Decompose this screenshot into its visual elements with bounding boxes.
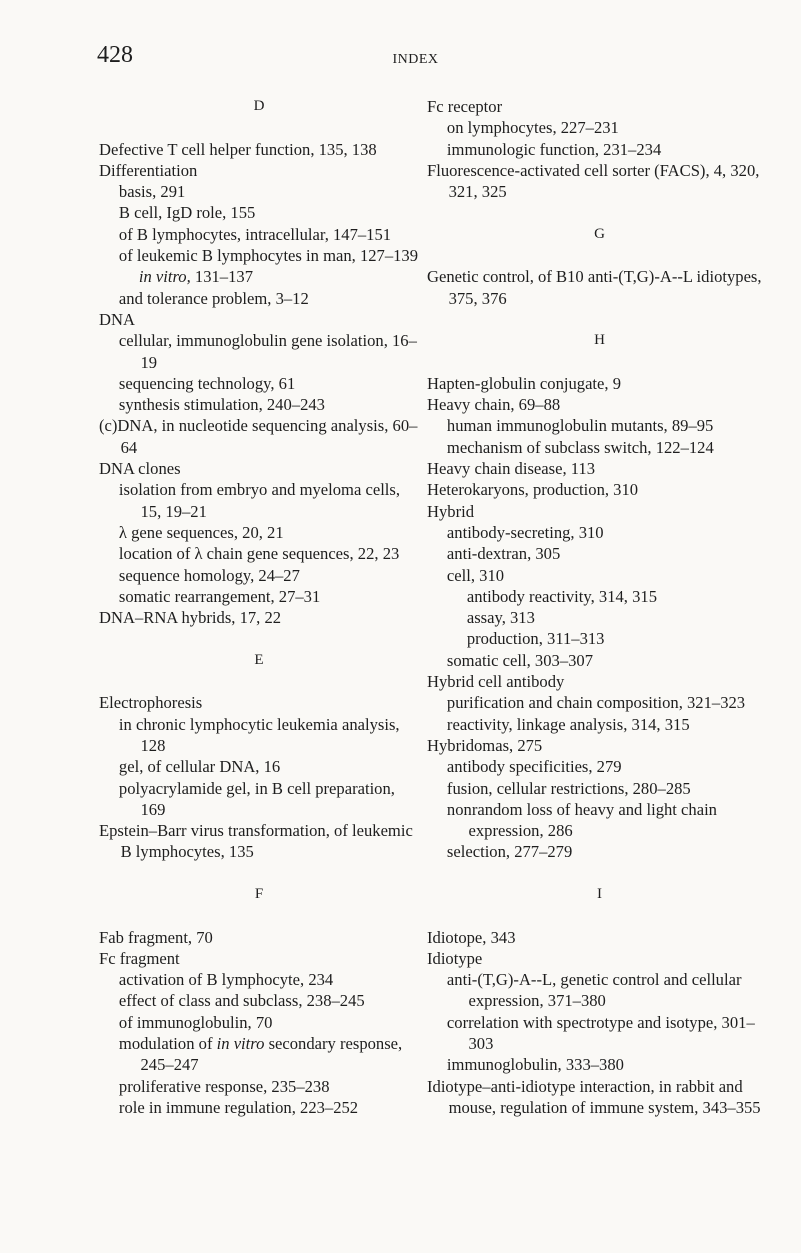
index-subentry: correlation with spectrotype and isotype, 301–303 xyxy=(446,1012,755,1054)
index-subentry: location of λ chain gene sequences, 22, 23 xyxy=(118,544,400,564)
index-subentry: activation of B lymphocyte, 234 xyxy=(118,970,334,990)
index-subentry: somatic rearrangement, 27–31 xyxy=(118,586,321,606)
section-letter: F xyxy=(254,885,264,902)
index-subentry: B cell, IgD role, 155 xyxy=(118,203,256,223)
index-subentry: selection, 277–279 xyxy=(446,842,573,862)
index-entry: Fab fragment, 70 xyxy=(99,927,213,947)
index-entry: Hybrid xyxy=(427,501,475,521)
index-entry: Epstein–Barr virus transformation, of leukemic B lymphocytes, 135 xyxy=(99,821,413,862)
index-entry: Fc fragment xyxy=(99,948,180,968)
spacer xyxy=(99,905,419,926)
section-letter: I xyxy=(597,885,602,902)
page-number: 428 xyxy=(97,42,133,68)
section-letter: H xyxy=(594,332,605,349)
index-subentry: in chronic lymphocytic leukemia analysis, 128 xyxy=(118,714,400,755)
spacer xyxy=(427,863,772,884)
spacer xyxy=(99,628,419,649)
index-entry: Idiotype–anti-idiotype interaction, in rabbit and mouse, regulation of immune system, 343–355 xyxy=(427,1076,761,1117)
index-subentry: reactivity, linkage analysis, 314, 315 xyxy=(446,714,690,734)
index-subentry: purification and chain composition, 321–323 xyxy=(446,693,746,713)
spacer xyxy=(427,202,772,223)
index-entry: Genetic control, of B10 anti-(T,G)-A--L idiotypes, 375, 376 xyxy=(427,267,762,308)
index-subentry: in vitro, 131–137 xyxy=(138,267,253,287)
section-letter: G xyxy=(594,225,605,242)
index-entry: (c)DNA, in nucleotide sequencing analysis, 60–64 xyxy=(99,416,418,457)
index-entry: Heavy chain disease, 113 xyxy=(427,459,596,479)
index-entry: DNA–RNA hybrids, 17, 22 xyxy=(99,608,282,628)
index-subentry: sequence homology, 24–27 xyxy=(118,565,300,585)
index-subentry: isolation from embryo and myeloma cells, 15, 19–21 xyxy=(118,480,401,521)
index-entry: DNA xyxy=(99,309,135,329)
index-subentry: λ gene sequences, 20, 21 xyxy=(118,522,284,542)
index-subentry: modulation of in vitro secondary response, 245–247 xyxy=(118,1034,403,1075)
index-subentry: anti-dextran, 305 xyxy=(446,544,561,564)
index-subentry: antibody reactivity, 314, 315 xyxy=(466,586,657,606)
index-subentry: effect of class and subclass, 238–245 xyxy=(118,991,365,1011)
spacer xyxy=(99,671,419,692)
index-subentry: gel, of cellular DNA, 16 xyxy=(118,757,281,777)
index-entry: Defective T cell helper function, 135, 138 xyxy=(99,139,377,159)
index-subentry: on lymphocytes, 227–231 xyxy=(446,118,619,138)
index-column-left xyxy=(99,96,419,1118)
index-entry: Idiotope, 343 xyxy=(427,927,516,947)
index-entry: Differentiation xyxy=(99,160,198,180)
section-letter: D xyxy=(253,98,265,114)
italic-term: in vitro xyxy=(216,1034,265,1054)
index-subentry: sequencing technology, 61 xyxy=(118,373,296,393)
spacer xyxy=(427,245,772,266)
index-entry: Idiotype xyxy=(427,948,483,968)
index-subentry: immunologic function, 231–234 xyxy=(446,139,662,159)
index-subentry: mechanism of subclass switch, 122–124 xyxy=(446,437,714,457)
index-subentry: human immunoglobulin mutants, 89–95 xyxy=(446,416,714,436)
index-subentry: nonrandom loss of heavy and light chain expression, 286 xyxy=(446,799,717,841)
index-subentry: assay, 313 xyxy=(466,608,535,628)
index-subentry: proliferative response, 235–238 xyxy=(118,1076,330,1096)
index-subentry: antibody specificities, 279 xyxy=(446,757,622,777)
index-subentry: anti-(T,G)-A--L, genetic control and cellular expression, 371–380 xyxy=(446,970,742,1011)
spacer xyxy=(427,352,772,373)
index-subentry: antibody-secreting, 310 xyxy=(446,522,604,542)
spacer xyxy=(427,905,772,926)
spacer xyxy=(99,863,419,884)
index-subentry: of leukemic B lymphocytes in man, 127–139 xyxy=(118,246,419,266)
index-entry: Hapten-globulin conjugate, 9 xyxy=(427,373,622,393)
index-subentry: of B lymphocytes, intracellular, 147–151 xyxy=(118,224,392,244)
index-subentry: immunoglobulin, 333–380 xyxy=(446,1055,624,1075)
italic-term: in vitro, xyxy=(138,267,191,287)
index-entry: Heavy chain, 69–88 xyxy=(427,395,561,415)
index-subentry: fusion, cellular restrictions, 280–285 xyxy=(446,778,691,798)
index-subentry: polyacrylamide gel, in B cell preparation, 169 xyxy=(118,778,395,819)
index-subentry: production, 311–313 xyxy=(466,629,605,649)
index-entry: Fluorescence-activated cell sorter (FACS), 4, 320, 321, 325 xyxy=(427,160,760,202)
section-letter: E xyxy=(254,651,264,668)
index-subentry: cell, 310 xyxy=(446,565,505,585)
index-entry: Hybridomas, 275 xyxy=(427,735,543,755)
spacer xyxy=(99,117,419,138)
index-entry: Electrophoresis xyxy=(99,693,203,713)
spacer xyxy=(427,309,772,330)
index-subentry: somatic cell, 303–307 xyxy=(446,650,594,670)
index-subentry: and tolerance problem, 3–12 xyxy=(118,288,309,308)
index-subentry: basis, 291 xyxy=(118,182,186,202)
index-subentry: cellular, immunoglobulin gene isolation, 16–19 xyxy=(118,331,417,372)
index-subentry: of immunoglobulin, 70 xyxy=(118,1012,273,1032)
index-subentry: synthesis stimulation, 240–243 xyxy=(118,395,325,415)
index-column-right xyxy=(427,96,772,1118)
index-entry: Heterokaryons, production, 310 xyxy=(427,480,639,500)
index-entry: Fc receptor xyxy=(427,97,503,116)
index-entry: DNA clones xyxy=(99,459,181,479)
index-entry: Hybrid cell antibody xyxy=(427,672,565,692)
index-subentry: role in immune regulation, 223–252 xyxy=(118,1097,359,1117)
running-head: INDEX xyxy=(392,52,439,67)
